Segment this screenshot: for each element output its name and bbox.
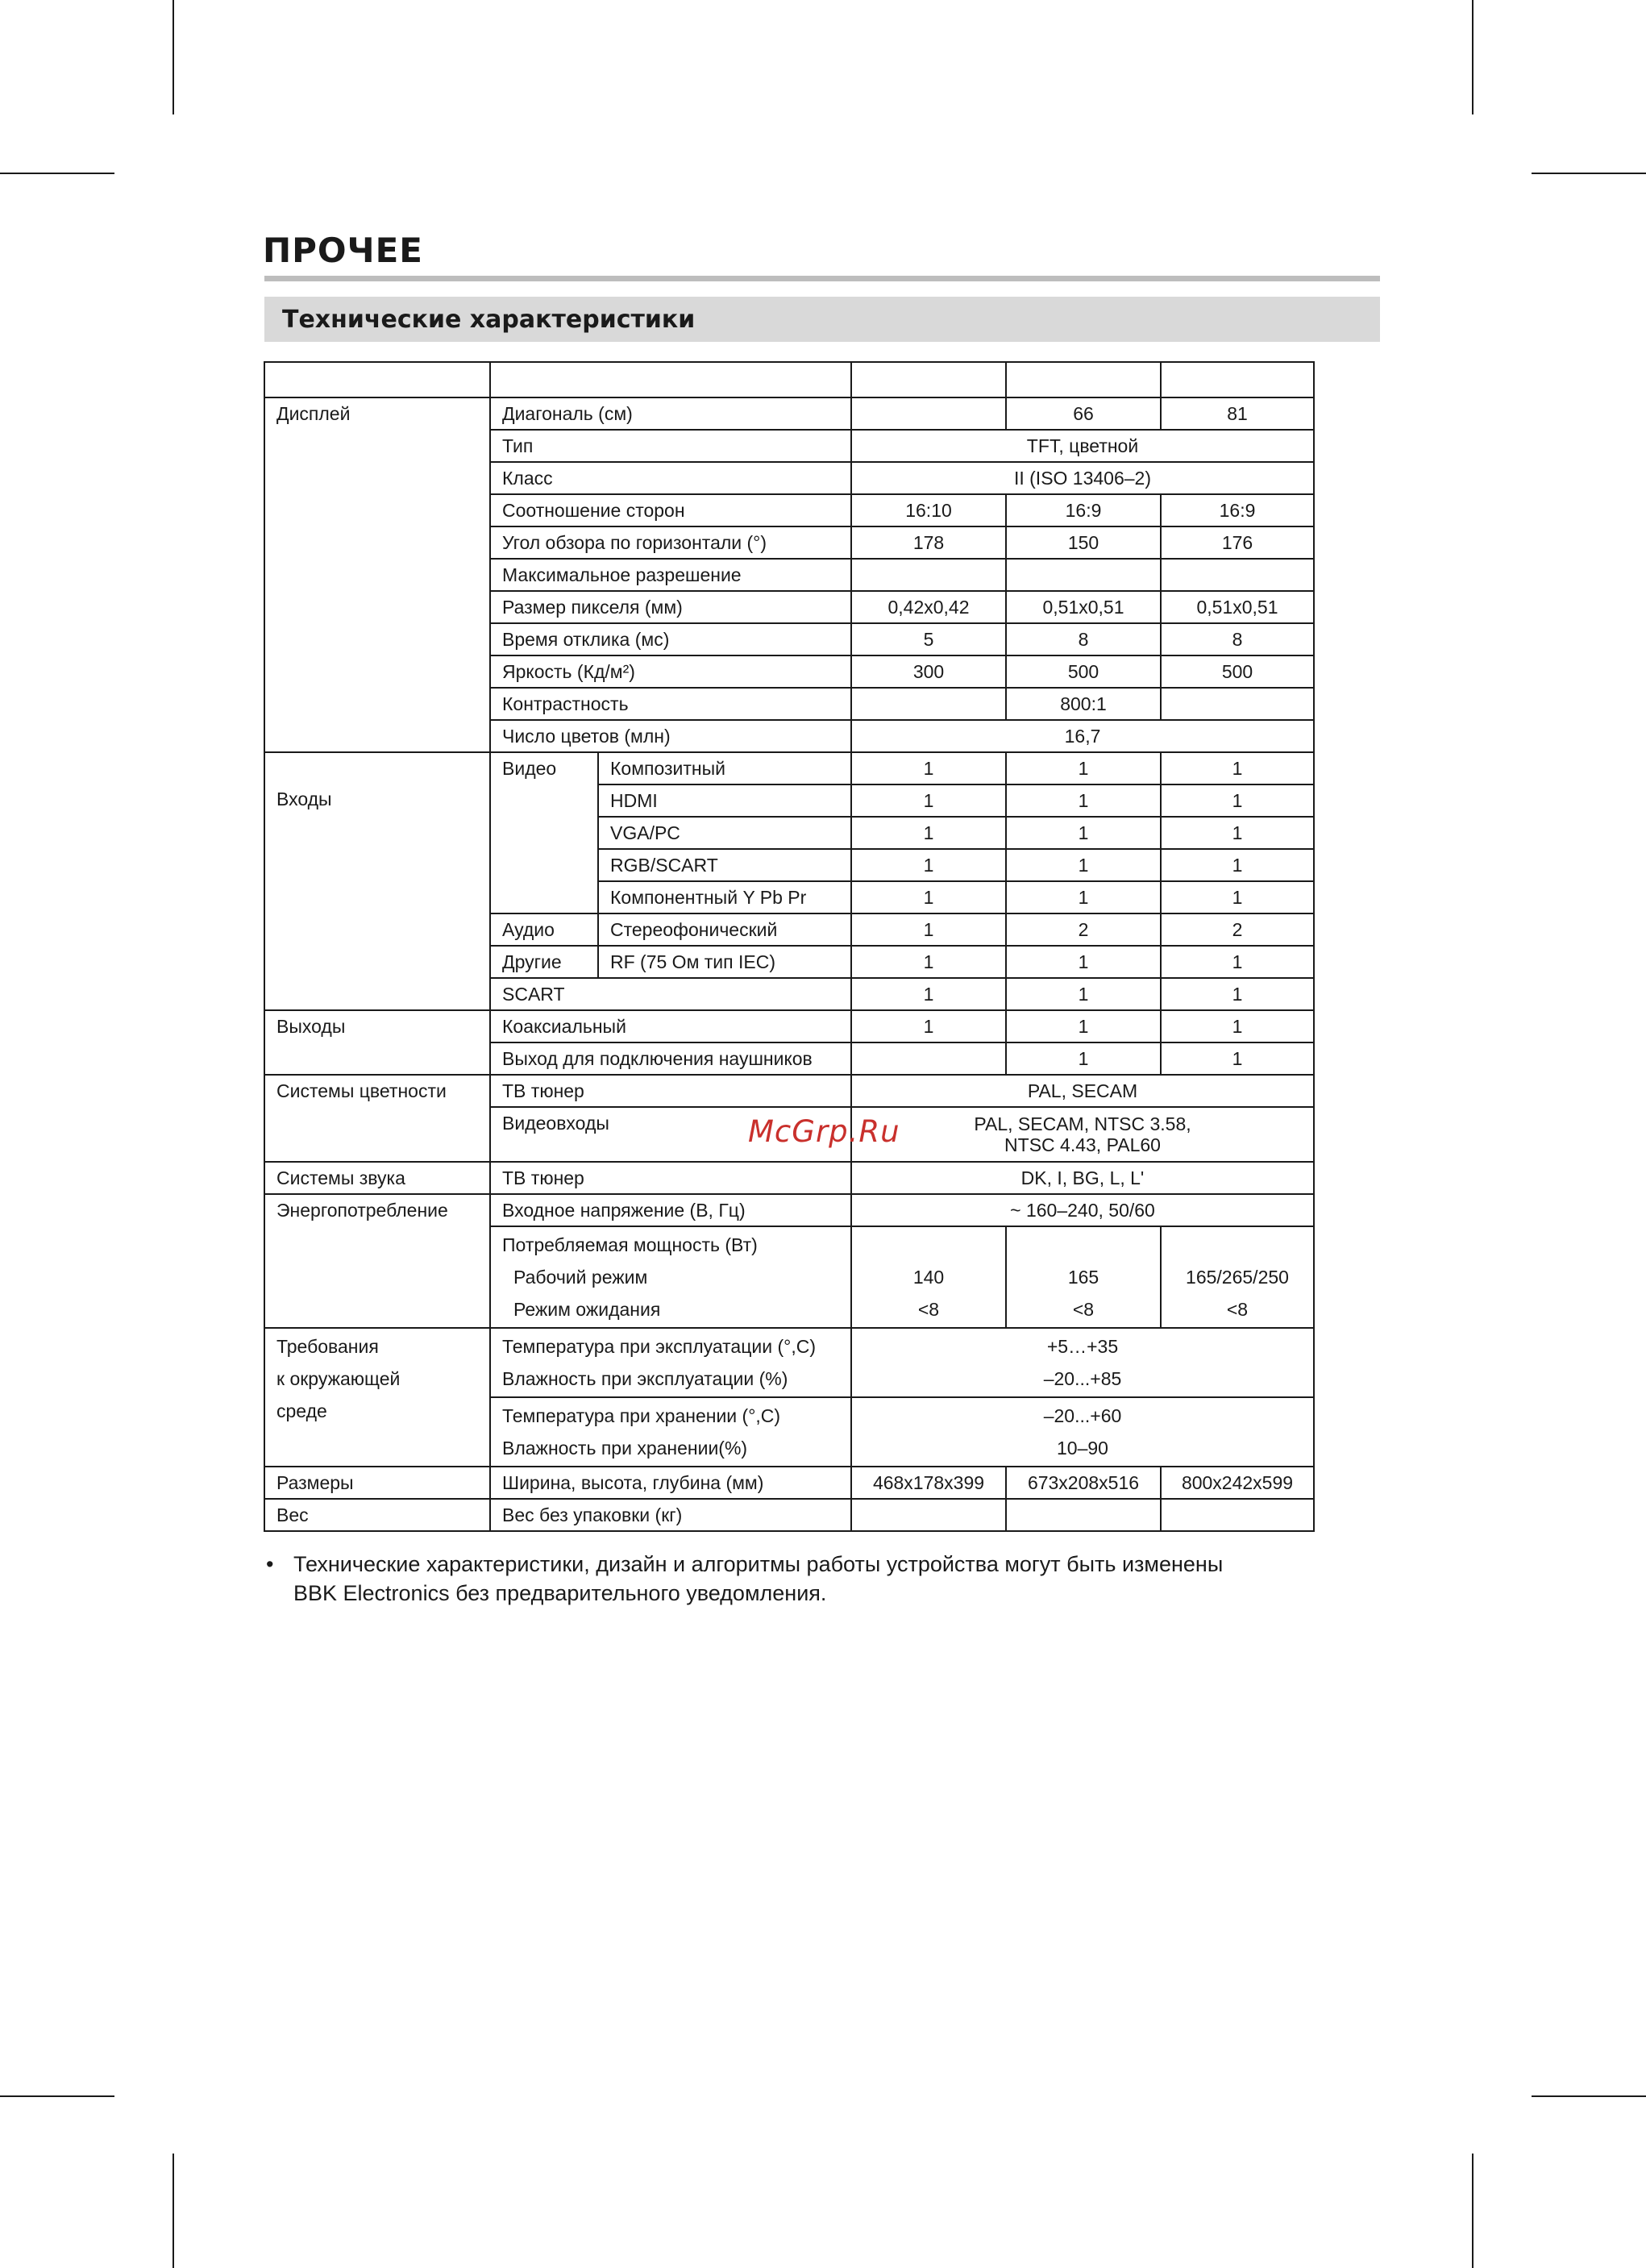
table-cell	[1161, 1226, 1314, 1328]
table-cell: 1	[1161, 849, 1314, 881]
table-cell: 300	[851, 655, 1006, 688]
crop-mark	[1532, 173, 1646, 174]
table-cell	[851, 1328, 1314, 1397]
table-cell: PAL, SECAM	[851, 1075, 1314, 1107]
table-row	[264, 397, 1314, 430]
table-cell: 468x178x399	[851, 1467, 1006, 1499]
st-hum-label: Влажность при хранении(%)	[502, 1438, 748, 1459]
table-cell: 1	[1161, 881, 1314, 913]
crop-mark	[1472, 2154, 1474, 2268]
table-cell: 800x242x599	[1161, 1467, 1314, 1499]
crop-mark	[0, 2095, 114, 2097]
table-cell: 2	[1006, 913, 1161, 946]
row-label: Число цветов (млн)	[490, 720, 851, 752]
table-cell	[1161, 1499, 1314, 1531]
row-label: Компонентный Y Pb Pr	[598, 881, 851, 913]
table-cell: 81	[1161, 397, 1314, 430]
table-cell	[1161, 362, 1314, 397]
table-cell: 1	[1161, 752, 1314, 784]
table-row	[264, 1467, 1314, 1499]
group-line: к окружающей	[276, 1368, 401, 1389]
table-cell: 1	[851, 881, 1006, 913]
table-cell	[1006, 1499, 1161, 1531]
operating-label: Рабочий режим	[513, 1267, 648, 1288]
table-cell: 2	[1161, 913, 1314, 946]
row-label: HDMI	[598, 784, 851, 817]
table-cell: 1	[1161, 978, 1314, 1010]
page-title: ПРОЧЕЕ	[263, 231, 423, 270]
table-cell: DK, I, BG, L, L'	[851, 1162, 1314, 1194]
table-cell: 8	[1161, 623, 1314, 655]
section-header	[264, 297, 1380, 342]
table-cell: ~ 160–240, 50/60	[851, 1194, 1314, 1226]
table-cell	[851, 1397, 1314, 1467]
table-cell: 1	[1006, 881, 1161, 913]
footnote-line: Технические характеристики, дизайн и алгоритмы работы устройства могут быть изменены	[293, 1552, 1224, 1576]
value-line: PAL, SECAM, NTSC 3.58,	[974, 1113, 1191, 1134]
table-cell: 16:9	[1006, 494, 1161, 526]
table-cell	[1161, 688, 1314, 720]
table-cell	[851, 1226, 1006, 1328]
table-cell: 500	[1006, 655, 1161, 688]
table-cell: 1	[1006, 946, 1161, 978]
table-row	[264, 1075, 1314, 1107]
group-sound-systems: Системы звука	[264, 1162, 490, 1194]
crop-mark	[0, 173, 114, 174]
table-cell: 178	[851, 526, 1006, 559]
footnote-list	[266, 1550, 1362, 1608]
table-row	[264, 1162, 1314, 1194]
group-outputs: Выходы	[264, 1010, 490, 1075]
row-label: Коаксиальный	[490, 1010, 851, 1042]
table-cell: 1	[1006, 1010, 1161, 1042]
row-label: Вес без упаковки (кг)	[490, 1499, 851, 1531]
table-row	[264, 1328, 1314, 1397]
table-cell: 800:1	[1006, 688, 1161, 720]
table-cell	[264, 362, 490, 397]
row-label: SCART	[490, 978, 851, 1010]
row-label: Максимальное разрешение	[490, 559, 851, 591]
row-label	[490, 1226, 851, 1328]
table-row	[264, 1194, 1314, 1226]
table-cell: 1	[1006, 752, 1161, 784]
title-rule	[264, 276, 1380, 281]
operating-value: 165	[1067, 1267, 1099, 1288]
table-cell	[851, 1042, 1006, 1075]
table-cell: 8	[1006, 623, 1161, 655]
row-label	[490, 1397, 851, 1467]
row-label: Ширина, высота, глубина (мм)	[490, 1467, 851, 1499]
table-cell	[1006, 1226, 1161, 1328]
row-label: Видеовходы	[490, 1107, 851, 1162]
row-label: Время отклика (мс)	[490, 623, 851, 655]
section-title: Технические характеристики	[282, 305, 696, 334]
group-environment	[264, 1328, 490, 1467]
st-hum-value: 10–90	[1057, 1438, 1108, 1459]
table-cell: 1	[851, 978, 1006, 1010]
op-hum-value: –20...+85	[1043, 1368, 1122, 1389]
table-cell: 1	[851, 752, 1006, 784]
group-power: Энергопотребление	[264, 1194, 490, 1328]
consumption-label: Потребляемая мощность (Вт)	[502, 1234, 758, 1255]
table-cell	[1006, 362, 1161, 397]
table-cell	[851, 362, 1006, 397]
group-weight: Вес	[264, 1499, 490, 1531]
table-cell: 1	[1161, 1010, 1314, 1042]
table-cell: 16:9	[1161, 494, 1314, 526]
table-cell: 0,42x0,42	[851, 591, 1006, 623]
op-hum-label: Влажность при эксплуатации (%)	[502, 1368, 788, 1389]
table-cell: 1	[1006, 817, 1161, 849]
table-cell	[490, 362, 851, 397]
row-label: Соотношение сторон	[490, 494, 851, 526]
standby-value: <8	[1226, 1299, 1249, 1320]
row-label: RGB/SCART	[598, 849, 851, 881]
st-temp-label: Температура при хранении (°,С)	[502, 1405, 781, 1426]
st-temp-value: –20...+60	[1043, 1405, 1122, 1426]
row-label: Яркость (Кд/м²)	[490, 655, 851, 688]
table-cell: 0,51x0,51	[1006, 591, 1161, 623]
subgroup-audio: Аудио	[490, 913, 598, 946]
table-cell: 5	[851, 623, 1006, 655]
table-cell: 16,7	[851, 720, 1314, 752]
table-cell: 1	[1006, 784, 1161, 817]
table-cell: 1	[851, 913, 1006, 946]
table-cell: 1	[851, 817, 1006, 849]
table-cell: 1	[851, 849, 1006, 881]
group-inputs: Входы	[264, 752, 490, 1010]
table-cell: II (ISO 13406–2)	[851, 462, 1314, 494]
footnote-item	[266, 1550, 1362, 1608]
table-cell: 1	[851, 946, 1006, 978]
row-label: Стереофонический	[598, 913, 851, 946]
row-label: Угол обзора по горизонтали (°)	[490, 526, 851, 559]
row-label: RF (75 Ом тип IEC)	[598, 946, 851, 978]
row-label: Выход для подключения наушников	[490, 1042, 851, 1075]
row-label: Контрастность	[490, 688, 851, 720]
table-cell: 1	[1161, 817, 1314, 849]
table-cell	[851, 397, 1006, 430]
group-line: среде	[276, 1400, 327, 1421]
row-label: VGA/PC	[598, 817, 851, 849]
row-label: Тип	[490, 430, 851, 462]
footnote-line: BBK Electronics без предварительного уведомления.	[293, 1581, 827, 1605]
table-cell: 0,51x0,51	[1161, 591, 1314, 623]
table-cell	[851, 1499, 1006, 1531]
row-label: Входное напряжение (В, Гц)	[490, 1194, 851, 1226]
table-cell: TFT, цветной	[851, 430, 1314, 462]
spec-table	[264, 361, 1315, 1532]
table-cell: 1	[1161, 784, 1314, 817]
group-display: Дисплей	[264, 397, 490, 752]
crop-mark	[172, 2154, 174, 2268]
table-cell	[851, 688, 1006, 720]
table-cell: 673x208x516	[1006, 1467, 1161, 1499]
subgroup-video: Видео	[490, 752, 598, 913]
row-label: Размер пикселя (мм)	[490, 591, 851, 623]
table-cell: 1	[1161, 1042, 1314, 1075]
crop-mark	[1532, 2095, 1646, 2097]
group-color-systems: Системы цветности	[264, 1075, 490, 1162]
standby-label: Режим ожидания	[513, 1299, 661, 1320]
table-cell: 1	[851, 784, 1006, 817]
op-temp-value: +5…+35	[1046, 1336, 1119, 1357]
group-line: Требования	[276, 1336, 379, 1357]
row-label: Композитный	[598, 752, 851, 784]
table-cell	[851, 559, 1006, 591]
table-row	[264, 752, 1314, 784]
table-cell: 1	[1006, 978, 1161, 1010]
table-cell: 1	[1006, 849, 1161, 881]
table-cell: 176	[1161, 526, 1314, 559]
standby-value: <8	[917, 1299, 940, 1320]
table-row	[264, 362, 1314, 397]
crop-mark	[172, 0, 174, 114]
value-line: NTSC 4.43, PAL60	[1004, 1134, 1161, 1155]
operating-value: 140	[912, 1267, 945, 1288]
subgroup-other: Другие	[490, 946, 598, 978]
row-label: Класс	[490, 462, 851, 494]
table-cell: 500	[1161, 655, 1314, 688]
table-cell	[1161, 559, 1314, 591]
table-cell: 150	[1006, 526, 1161, 559]
table-cell	[1006, 559, 1161, 591]
operating-value: 165/265/250	[1186, 1267, 1289, 1288]
table-row	[264, 1499, 1314, 1531]
row-label: ТВ тюнер	[490, 1162, 851, 1194]
table-cell: 1	[1006, 1042, 1161, 1075]
row-label	[490, 1328, 851, 1397]
table-cell: 16:10	[851, 494, 1006, 526]
row-label: ТВ тюнер	[490, 1075, 851, 1107]
table-cell: 66	[1006, 397, 1161, 430]
standby-value: <8	[1072, 1299, 1095, 1320]
row-label: Диагональ (см)	[490, 397, 851, 430]
table-cell	[851, 1107, 1314, 1162]
op-temp-label: Температура при эксплуатации (°,С)	[502, 1336, 816, 1357]
watermark: McGrp.Ru	[748, 1114, 900, 1149]
group-dimensions: Размеры	[264, 1467, 490, 1499]
table-row	[264, 1010, 1314, 1042]
table-cell: 1	[851, 1010, 1006, 1042]
crop-mark	[1472, 0, 1474, 114]
table-cell: 1	[1161, 946, 1314, 978]
